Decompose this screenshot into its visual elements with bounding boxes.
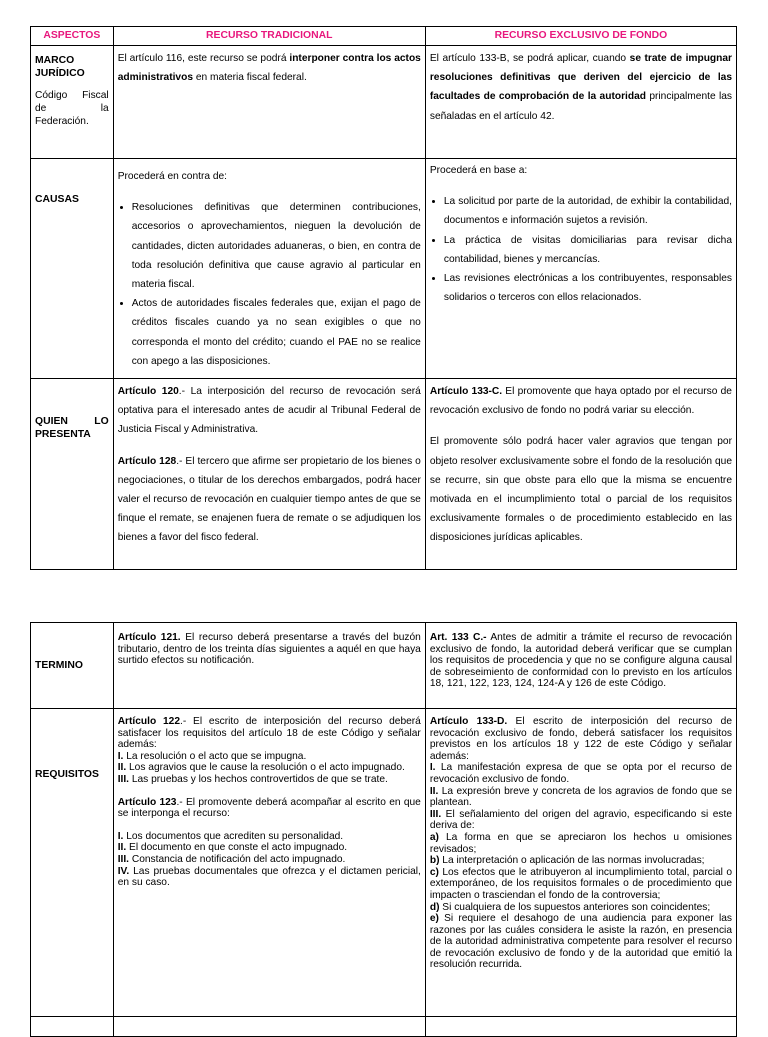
text-bold: Artículo 122 bbox=[117, 716, 180, 727]
list-item bbox=[118, 842, 421, 854]
item-number: b) bbox=[429, 855, 440, 867]
text: El documento en que conste el acto impugnado. bbox=[126, 842, 348, 854]
aspect-sublabel: Código Fiscal de la Federación. bbox=[35, 90, 109, 127]
list-item bbox=[430, 762, 732, 785]
text: .- La interposición del recurso de revocación será optativa para el interesado antes de acudir al Tribunal Federal de Justicia Fiscal y Administrativa. bbox=[117, 386, 421, 436]
item-number: II. bbox=[117, 762, 127, 774]
text: El recurso deberá presentarse a través del buzón tributario, dentro de los treinta días siguientes a aquél en que haya surtido efectos su notificación. bbox=[117, 632, 421, 667]
requisitos-exclusivo bbox=[425, 709, 736, 1017]
causas-exclusivo bbox=[425, 159, 736, 379]
item-number: e) bbox=[429, 913, 439, 925]
causas-tradicional bbox=[113, 159, 425, 379]
text-bold: Artículo 121. bbox=[117, 632, 181, 643]
text: Si requiere el desahogo de una audiencia para exponer las razones por las cuáles considera le asiste la razón, en presencia de la autoridad administrativa competente para resolver el recurso de revocación exclusivo de fondo y de la autoridad que emitió la resolución recurrida. bbox=[429, 913, 732, 971]
item-number: II. bbox=[429, 785, 439, 797]
text: Si cualquiera de los supuestos anteriores son coincidentes; bbox=[439, 901, 711, 913]
text-bold: Art. 133 C.- bbox=[429, 632, 487, 643]
item-number: III. bbox=[117, 853, 130, 865]
list-item: • Resoluciones definitivas que determinen contribuciones, accesorios o aprovechamientos, nieguen la devolución de cantidades, dicten autoridades aduaneras, o bien, en contra de toda resolución definitiva que cause agravio al particular en materia fiscal. bbox=[132, 198, 421, 294]
text-bold: Artículo 120 bbox=[117, 386, 179, 397]
list-item bbox=[430, 913, 732, 971]
aspect-label: TERMINO bbox=[35, 660, 83, 671]
item-number: III. bbox=[429, 808, 442, 820]
text-bold: interponer contra los actos administrativos bbox=[117, 53, 421, 84]
text: Procederá en base a: bbox=[429, 165, 528, 176]
quien-exclusivo bbox=[425, 379, 736, 570]
text-bold: Artículo 133-D. bbox=[429, 716, 508, 727]
text: El promovente que haya optado por el recurso de revocación exclusivo de fondo no podrá variar su elección. bbox=[429, 386, 732, 417]
item-number: III. bbox=[117, 773, 130, 785]
text: El escrito de interposición del recurso de revocación exclusivo de fondo, deberá satisfacer los requisitos previstos en los artículos 18 y 122 de este Código y señalar además: bbox=[429, 716, 732, 762]
aspect-label: MARCO JURÍDICO bbox=[35, 55, 85, 79]
marco-tradicional bbox=[113, 46, 425, 159]
text: principalmente las señaladas en el artículo 42. bbox=[429, 91, 733, 122]
text: Los agravios que le cause la resolución o el acto impugnado. bbox=[126, 762, 405, 774]
aspect-termino bbox=[31, 623, 114, 709]
comparison-table-top bbox=[30, 26, 737, 570]
list-item: • La práctica de visitas domiciliarias para revisar dicha contabilidad, bienes y mercancías. bbox=[444, 231, 732, 269]
aspect-causas bbox=[31, 159, 114, 379]
aspect-requisitos bbox=[31, 709, 114, 1017]
header-recurso-exclusivo: RECURSO EXCLUSIVO DE FONDO bbox=[425, 27, 736, 46]
aspect-quien bbox=[31, 379, 114, 570]
list-item bbox=[430, 902, 732, 914]
list-item bbox=[430, 809, 732, 832]
text: La interpretación o aplicación de las normas involucradas; bbox=[439, 855, 705, 867]
row-termino bbox=[31, 623, 737, 709]
text: El artículo 133-B, se podrá aplicar, cuando bbox=[429, 53, 630, 64]
requisitos-tradicional bbox=[113, 709, 425, 1017]
list-item bbox=[430, 867, 732, 902]
text: Las pruebas documentales que ofrezca y el dictamen pericial, en su caso. bbox=[117, 865, 421, 889]
termino-tradicional bbox=[113, 623, 425, 709]
item-number: d) bbox=[429, 901, 440, 913]
quien-tradicional bbox=[113, 379, 425, 570]
list-item bbox=[118, 866, 421, 889]
row-next-cut bbox=[31, 1017, 737, 1037]
marco-exclusivo bbox=[425, 46, 736, 159]
header-aspectos: ASPECTOS bbox=[31, 27, 114, 46]
text: El señalamiento del origen del agravio, especificando si este deriva de: bbox=[429, 808, 732, 832]
text: Las pruebas y los hechos controvertidos de que se trate. bbox=[129, 773, 388, 785]
row-quien-lo-presenta bbox=[31, 379, 737, 570]
list-item: • Las revisiones electrónicas a los contribuyentes, responsables solidarios o terceros con ellos relacionados. bbox=[444, 269, 732, 307]
row-causas bbox=[31, 159, 737, 379]
text-bold: Artículo 123 bbox=[117, 796, 177, 808]
item-number: a) bbox=[429, 831, 439, 843]
text: La resolución o el acto que se impugna. bbox=[123, 750, 307, 762]
header-recurso-tradicional: RECURSO TRADICIONAL bbox=[113, 27, 425, 46]
list-item bbox=[118, 831, 421, 843]
text: El promovente sólo podrá hacer valer agravios que tengan por objeto resolver exclusivamente sobre el fondo de la resolución que se recurre, sin que obste para ello que la misma se encuentre motivada en el incumplimiento total o parcial de los requisitos exclusivamente formales o de procedimiento establecido en las disposiciones jurídicas aplicables. bbox=[429, 436, 732, 544]
cell-empty bbox=[425, 1017, 736, 1037]
list-item: • La solicitud por parte de la autoridad, de exhibir la contabilidad, documentos e información sujetos a revisión. bbox=[444, 192, 732, 230]
item-number: IV. bbox=[117, 865, 130, 877]
comparison-table-bottom bbox=[30, 622, 737, 1037]
list-item bbox=[118, 774, 421, 786]
text-bold: se trate de impugnar resoluciones definitivas que deriven del ejercicio de las facultades de comprobación de la autoridad bbox=[429, 53, 732, 103]
aspect-label: REQUISITOS bbox=[35, 769, 99, 780]
text: .- El promovente deberá acompañar al escrito en que se interponga el recurso: bbox=[117, 796, 421, 820]
item-number: I. bbox=[429, 762, 436, 774]
row-requisitos bbox=[31, 709, 737, 1017]
text: El artículo 116, este recurso se podrá bbox=[117, 53, 290, 64]
list-item bbox=[118, 751, 421, 763]
text: La manifestación expresa de que se opta por el recurso de revocación exclusivo de fondo. bbox=[429, 762, 732, 785]
item-number: I. bbox=[117, 750, 124, 762]
text: La forma en que se apreciaron los hechos u omisiones revisados; bbox=[429, 831, 732, 855]
header-row bbox=[31, 27, 737, 46]
text: Los efectos que le atribuyeron al incumplimiento total, parcial o extemporáneo, de los requisitos formales o de procedimiento que impacten o trasciendan el fondo de la controversia; bbox=[429, 866, 732, 901]
text: Antes de admitir a trámite el recurso de revocación exclusivo de fondo, la autoridad deberá verificar que se cumplan los requisitos de procedencia y que no se configure alguna causal de sobreseimiento de conformidad con lo previsto en los artículos 18, 121, 122, 123, 124, 124-A y 126 de este Código. bbox=[429, 632, 732, 690]
aspect-marco bbox=[31, 46, 114, 159]
text-bold: Artículo 128 bbox=[117, 455, 177, 467]
list-item: • Actos de autoridades fiscales federales que, exijan el pago de créditos fiscales cuando ya no sean exigibles o que no corresponda el monto del crédito; cuando el PAE no se realice con apego a las disposiciones. bbox=[132, 294, 421, 371]
text: Procederá en contra de: bbox=[117, 171, 227, 182]
list-item bbox=[430, 832, 732, 855]
text: Constancia de notificación del acto impugnado. bbox=[129, 853, 346, 865]
item-number: II. bbox=[117, 842, 127, 854]
aspect-label: CAUSAS bbox=[35, 194, 79, 205]
list-item bbox=[430, 786, 732, 809]
termino-exclusivo bbox=[425, 623, 736, 709]
text: Los documentos que acrediten su personalidad. bbox=[123, 830, 344, 842]
item-number: I. bbox=[117, 830, 124, 842]
cell-empty bbox=[113, 1017, 425, 1037]
list-item bbox=[118, 762, 421, 774]
aspect-label: QUIEN LO PRESENTA bbox=[35, 416, 109, 440]
text: en materia fiscal federal. bbox=[193, 72, 307, 84]
text: La expresión breve y concreta de los agravios de fondo que se plantean. bbox=[429, 785, 732, 809]
text: .- El escrito de interposición del recurso deberá satisfacer los requisitos del artículo 18 de este Código y señalar además: bbox=[117, 716, 421, 751]
text-bold: Artículo 133-C. bbox=[429, 386, 503, 397]
list-item bbox=[118, 854, 421, 866]
text: .- El tercero que afirme ser propietario de los bienes o negociaciones, o titular de los derechos embargados, podrá hacer valer el recurso de revocación en cualquier tiempo antes de que se finque el remate, se enajenen fuera de remate o se adjudiquen los bienes a favor del fisco federal. bbox=[117, 455, 421, 544]
row-marco-juridico bbox=[31, 46, 737, 159]
cell-empty bbox=[31, 1017, 114, 1037]
list-item bbox=[430, 855, 732, 867]
item-number: c) bbox=[429, 866, 439, 878]
